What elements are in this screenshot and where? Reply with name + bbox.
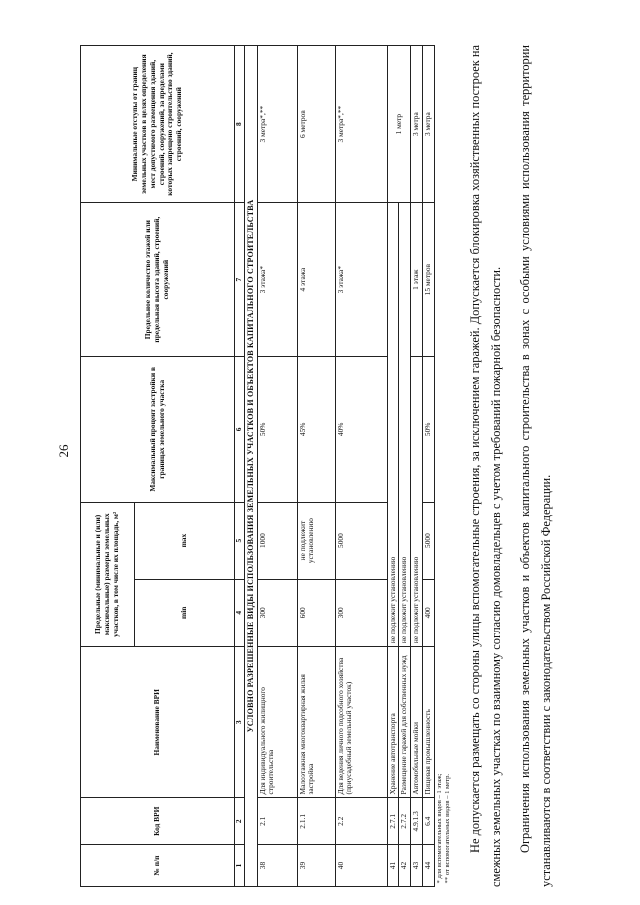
- header-floors: Предельное количество этажей или предельная высота зданий, строений, сооружений: [81, 203, 235, 357]
- header-setbacks: Минимальные отступы от границ земельных участков в целях определения мест допустимого размещения зданий, строений, сооружений, за пределами которых запрещено строительство зданий, строений, сооружений: [81, 46, 235, 203]
- row-num: 40: [335, 845, 387, 887]
- row-code: 2.1: [257, 798, 297, 845]
- section-row: [245, 46, 258, 887]
- row-code: 2.7.2: [399, 798, 411, 845]
- row-name: Хранение автотранспорта: [387, 647, 399, 798]
- row-floors: 15 метров: [423, 203, 435, 357]
- body-text: [465, 45, 557, 887]
- row-name: Для индивидуального жилищного строительства: [257, 647, 297, 798]
- row-code: 2.1.1: [297, 798, 335, 845]
- row-percent: 40%: [335, 357, 387, 503]
- row-num: 38: [257, 845, 297, 887]
- table-row: [387, 46, 399, 887]
- row-code: 2.7.1: [387, 798, 399, 845]
- table-row: [335, 46, 387, 887]
- row-num: 39: [297, 845, 335, 887]
- row-min: 600: [297, 579, 335, 647]
- row-setback: 6 метров: [297, 46, 335, 203]
- table-row: [257, 46, 297, 887]
- row-num: 41: [387, 845, 399, 887]
- table-row: [297, 46, 335, 887]
- row-merged-value: не подлежит установлению: [399, 203, 411, 647]
- column-number: 6: [235, 357, 245, 503]
- row-floors: 3 этажа*: [335, 203, 387, 357]
- row-percent: 50%: [257, 357, 297, 503]
- row-num: 42: [399, 845, 411, 887]
- row-min: 300: [257, 579, 297, 647]
- row-name: Размещение гаражей для собственных нужд: [399, 647, 411, 798]
- table-row: [411, 46, 423, 887]
- row-max: 5000: [423, 502, 435, 579]
- row-percent: 45%: [297, 357, 335, 503]
- row-setback: 3 метра: [423, 46, 435, 203]
- row-code: 6.4: [423, 798, 435, 845]
- row-setback: 3 метра: [411, 46, 423, 203]
- column-number: 3: [235, 647, 245, 798]
- section-title: УСЛОВНО РАЗРЕШЕННЫЕ ВИДЫ ИСПОЛЬЗОВАНИЯ ЗЕМЕЛЬНЫХ УЧАСТКОВ И ОБЪЕКТОВ КАПИТАЛЬНОГО СТРОИТЕЛЬСТВА: [245, 46, 258, 887]
- row-merged-value: не подлежит установлению: [411, 357, 423, 647]
- row-floors: 4 этажа: [297, 203, 335, 357]
- header-percent: Максимальный процент застройки в границах земельного участка: [81, 357, 235, 503]
- row-name: Автомобильные мойки: [411, 647, 423, 798]
- header-name: Наименование ВРИ: [81, 647, 235, 798]
- row-code: 2.2: [335, 798, 387, 845]
- footnote-row: [435, 46, 453, 887]
- column-number: 4: [235, 579, 245, 647]
- row-name: Для ведения личного подсобного хозяйства (приусадебный земельный участок): [335, 647, 387, 798]
- paragraph: Не допускается размещать со стороны улицы вспомогательные строения, за исключением гаражей. Допускается блокировка хозяйственных построек на смежных земельных участках по взаимному согласию домовладельцев с учетом требований пожарной безопасности.: [467, 45, 504, 887]
- row-floors: 1 этаж: [411, 203, 423, 357]
- footnote-line: * для вспомогательных видов – 1 этаж;: [436, 773, 444, 884]
- row-percent: 50%: [423, 357, 435, 503]
- row-max: 5000: [335, 502, 387, 579]
- row-setback: 3 метра*,**: [335, 46, 387, 203]
- row-min: 400: [423, 579, 435, 647]
- header-area-group: Предельные (минимальные и (или) максимальные) размеры земельных участков, в том числе их площадь, м²: [81, 502, 135, 646]
- row-max: не подлежит установлению: [297, 502, 335, 579]
- footnote-line: ** от вспомогательных видов – 1 метр.: [444, 773, 451, 884]
- column-number: 1: [235, 845, 245, 887]
- row-merged-value: не подлежит установлению: [387, 203, 399, 647]
- paragraph: Ограничения использования земельных участков и объектов капитального строительства в зонах с особыми условиями использования территории устанавливаются в соответствии с законодательством Российской Федерации.: [517, 45, 553, 887]
- row-num: 43: [411, 845, 423, 887]
- header-min: min: [135, 579, 235, 647]
- rotated-page-content: [80, 32, 625, 887]
- page-number: 26: [56, 444, 71, 458]
- column-number: 8: [235, 46, 245, 203]
- header-code: Код ВРИ: [81, 798, 235, 845]
- column-number: 7: [235, 203, 245, 357]
- row-floors: 3 этажа*: [257, 203, 297, 357]
- row-min: 300: [335, 579, 387, 647]
- row-setback: 3 метра*,**: [257, 46, 297, 203]
- row-max: 1000: [257, 502, 297, 579]
- row-name: Малоэтажная многоквартирная жилая застройка: [297, 647, 335, 798]
- header-num: № п/п: [81, 845, 235, 887]
- row-code: 4.9.1.3: [411, 798, 423, 845]
- land-use-table: [80, 45, 453, 887]
- table-row: [423, 46, 435, 887]
- row-setback: 1 метр: [387, 46, 411, 203]
- row-num: 44: [423, 845, 435, 887]
- column-number: 5: [235, 502, 245, 579]
- column-number: 2: [235, 798, 245, 845]
- header-max: max: [135, 502, 235, 579]
- column-numbers-row: [235, 46, 245, 887]
- row-name: Пищевая промышленность: [423, 647, 435, 798]
- footnote: [435, 46, 453, 887]
